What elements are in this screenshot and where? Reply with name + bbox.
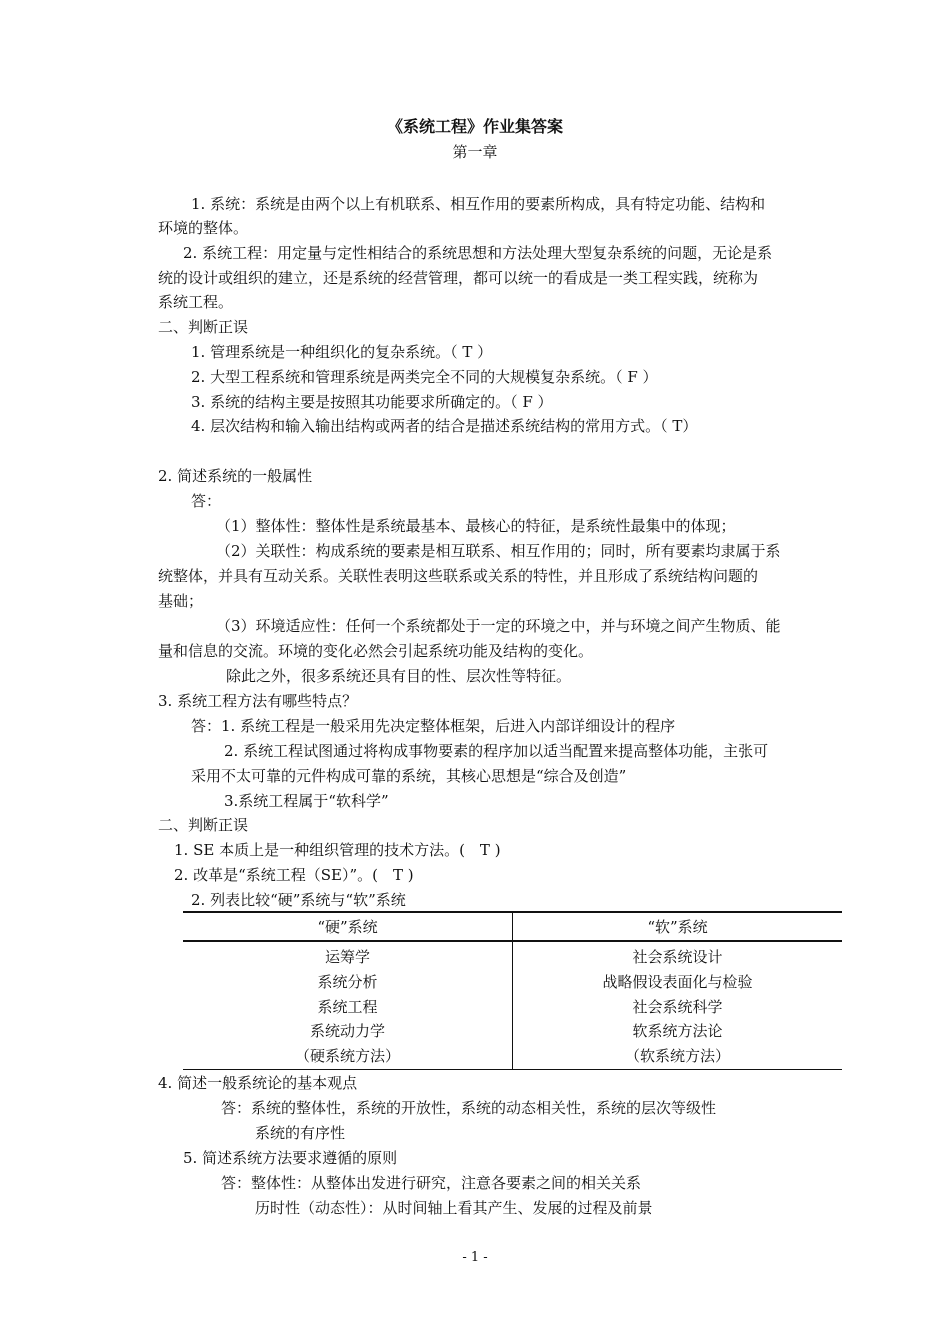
text-line: 2. 系统工程：用定量与定性相结合的系统思想和方法处理大型复杂系统的问题，无论是系 bbox=[183, 244, 773, 262]
table-cell: （硬系统方法） bbox=[294, 1047, 400, 1065]
question-heading: 4. 简述一般系统论的基本观点 bbox=[158, 1074, 358, 1092]
text-line: 系统工程。 bbox=[158, 293, 234, 311]
table-header-soft: “软”系统 bbox=[647, 918, 708, 936]
text-line: 历时性（动态性）：从时间轴上看其产生、发展的过程及前景 bbox=[255, 1199, 653, 1217]
text-line: 1. SE 本质上是一种组织管理的技术方法。( T ) bbox=[174, 841, 501, 859]
table-cell: 运筹学 bbox=[324, 948, 370, 966]
text-line: 4. 层次结构和输入输出结构或两者的结合是描述系统结构的常用方式。（ T） bbox=[191, 417, 698, 435]
table-cell: 系统动力学 bbox=[309, 1022, 385, 1040]
text-line: （3）环境适应性：任何一个系统都处于一定的环境之中，并与环境之间产生物质、能 bbox=[216, 617, 781, 635]
text-line: 环境的整体。 bbox=[158, 219, 249, 237]
text-line: （2）关联性：构成系统的要素是相互联系、相互作用的；同时，所有要素均隶属于系 bbox=[216, 542, 781, 560]
text-line: 2. 改革是“系统工程（SE）”。( T ) bbox=[174, 866, 414, 884]
table-header-hard: “硬”系统 bbox=[317, 918, 378, 936]
text-line: 3. 系统的结构主要是按照其功能要求所确定的。（ F ） bbox=[191, 393, 553, 411]
text-line: 量和信息的交流。环境的变化必然会引起系统功能及结构的变化。 bbox=[158, 642, 594, 660]
text-line: 基础； bbox=[158, 592, 204, 610]
section-heading: 二、判断正误 bbox=[158, 816, 249, 834]
question-heading: 2. 简述系统的一般属性 bbox=[158, 467, 313, 485]
question-heading: 3. 系统工程方法有哪些特点？ bbox=[158, 692, 358, 710]
page-number: - 1 - bbox=[462, 1250, 488, 1265]
text-line: 答：系统的整体性，系统的开放性，系统的动态相关性，系统的层次等级性 bbox=[221, 1099, 717, 1117]
text-line: 系统的有序性 bbox=[255, 1124, 346, 1142]
table-cell: 社会系统科学 bbox=[632, 998, 723, 1016]
table-cell: （软系统方法） bbox=[624, 1047, 730, 1065]
text-line: 2. 列表比较“硬”系统与“软”系统 bbox=[191, 891, 406, 909]
text-line: 答：整体性：从整体出发进行研究，注意各要素之间的相关关系 bbox=[221, 1174, 642, 1192]
text-line: 3.系统工程属于“软科学” bbox=[224, 792, 389, 810]
page-title: 《系统工程》作业集答案 bbox=[386, 117, 563, 136]
section-heading: 二、判断正误 bbox=[158, 318, 249, 336]
text-line: 除此之外，很多系统还具有目的性、层次性等特征。 bbox=[226, 667, 572, 685]
text-line: 统整体，并具有互动关系。关联性表明这些联系或关系的特性，并且形成了系统结构问题的 bbox=[158, 567, 759, 585]
text-line: 答：1. 系统工程是一般采用先决定整体框架，后进入内部详细设计的程序 bbox=[191, 717, 676, 735]
table-cell: 系统工程 bbox=[317, 998, 378, 1016]
text-line: 2. 系统工程试图通过将构成事物要素的程序加以适当配置来提高整体功能，主张可 bbox=[224, 742, 769, 760]
table-cell: 社会系统设计 bbox=[632, 948, 723, 966]
text-line: 采用不太可靠的元件构成可靠的系统，其核心思想是“综合及创造” bbox=[191, 767, 627, 785]
question-heading: 5. 简述系统方法要求遵循的原则 bbox=[183, 1149, 398, 1167]
text-line: 1. 系统：系统是由两个以上有机联系、相互作用的要素所构成，具有特定功能、结构和 bbox=[191, 195, 766, 213]
table-cell: 软系统方法论 bbox=[632, 1022, 723, 1040]
text-line: 统的设计或组织的建立，还是系统的经营管理，都可以统一的看成是一类工程实践，统称为 bbox=[158, 269, 759, 287]
table-cell: 战略假设表面化与检验 bbox=[602, 973, 753, 991]
chapter-heading: 第一章 bbox=[452, 143, 498, 161]
text-line: （1）整体性：整体性是系统最基本、最核心的特征，是系统性最集中的体现； bbox=[216, 517, 736, 535]
text-line: 2. 大型工程系统和管理系统是两类完全不同的大规模复杂系统。（ F ） bbox=[191, 368, 658, 386]
table-cell: 系统分析 bbox=[317, 973, 378, 991]
text-line: 1. 管理系统是一种组织化的复杂系统。（ T ） bbox=[191, 343, 493, 361]
comparison-table bbox=[183, 911, 842, 1071]
text-line: 答： bbox=[191, 492, 222, 510]
